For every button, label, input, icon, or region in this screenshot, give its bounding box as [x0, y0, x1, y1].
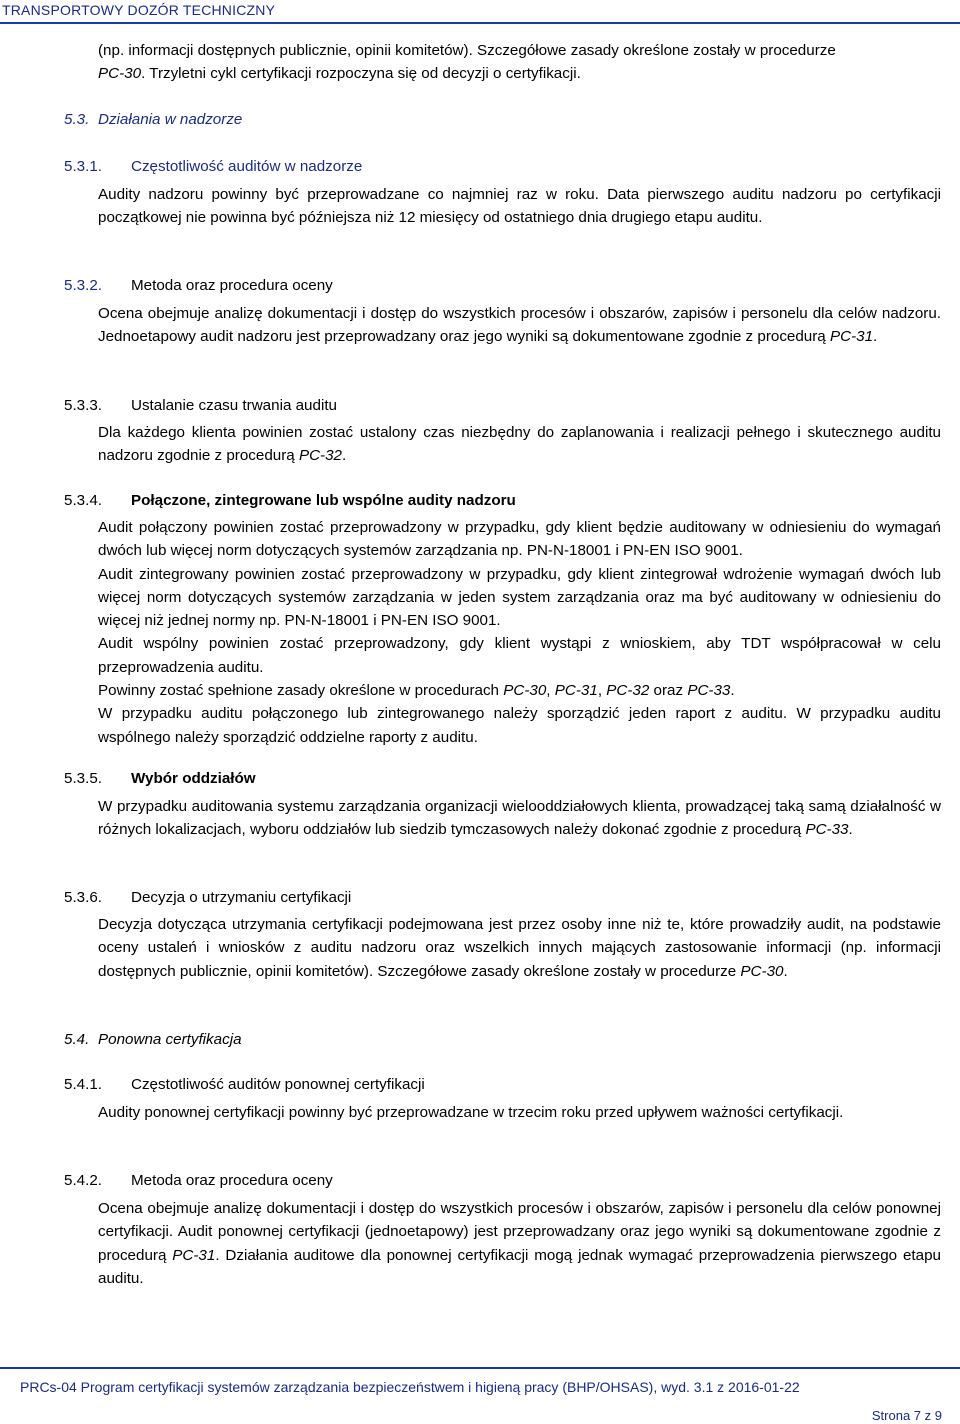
paragraph-text [98, 679, 941, 702]
section-text-5-3-3 [98, 421, 941, 468]
section-title: Częstotliwość auditów w nadzorze [131, 158, 363, 175]
section-text-5-4-2 [98, 1197, 941, 1290]
paragraph-text: oraz [649, 682, 688, 700]
procedure-ref: PC-31 [554, 682, 598, 700]
section-number: 5.3. [64, 111, 90, 128]
paragraph-text: Audit wspólny powinien zostać przeprowadzony, gdy klient wystąpi z wnioskiem, aby TDT współpracował w celu przeprowadzenia auditu. [98, 635, 941, 676]
paragraph-text: Powinny zostać spełnione zasady określone w procedurach [98, 682, 504, 700]
paragraph-text: . [783, 962, 788, 980]
procedure-ref: PC-30 [98, 65, 142, 83]
paragraph-text: Dla każdego klienta powinien zostać ustalony czas niezbędny do zaplanowania i realizacji pełnego i skutecznego auditu nadzoru zgodnie z procedurą [98, 424, 941, 465]
section-number: 5.3.5. [64, 770, 102, 787]
paragraph-text: . [342, 447, 347, 465]
section-title: Połączone, zintegrowane lub wspólne audity nadzoru [131, 492, 516, 509]
paragraph-text: W przypadku auditowania systemu zarządzania organizacji wielooddziałowych klienta, prowadzącej taką samą działalność w różnych lokalizacjach, wyboru oddziałów lub siedzib tymczasowych należy dokonać zgodnie z procedurą [98, 798, 941, 839]
section-number: 5.3.1. [64, 158, 102, 175]
paragraph-text: . [730, 682, 735, 700]
procedure-ref: PC-30 [503, 682, 547, 700]
section-number: 5.3.4. [64, 492, 102, 509]
footer-document-info: PRCs-04 Program certyfikacji systemów zarządzania bezpieczeństwem i higieną pracy (BHP/OHSAS), wyd. 3.1 z 2016-01-22 [20, 1379, 800, 1395]
section-title: Częstotliwość auditów ponownej certyfikacji [131, 1076, 425, 1093]
paragraph-text: Decyzja dotycząca utrzymania certyfikacji podejmowana jest przez osoby inne niż te, które prowadziły audit, na podstawie oceny ustaleń i wniosków z auditu nadzoru oraz wszelkich innych mających zastosowanie informacji (np. informacji dostępnych publicznie, opinii komitetów). Szczegółowe zasady określone zostały w procedurze [98, 916, 941, 980]
section-title: Wybór oddziałów [131, 770, 256, 787]
procedure-ref: PC-33 [687, 682, 731, 700]
section-title: Ustalanie czasu trwania auditu [131, 397, 337, 414]
paragraph-text: , [546, 682, 555, 700]
procedure-ref: PC-30 [740, 962, 784, 980]
section-number: 5.4.2. [64, 1172, 102, 1189]
paragraph-text: , [597, 682, 607, 700]
section-text-5-3-2 [98, 302, 941, 349]
section-title: Ponowna certyfikacja [98, 1031, 242, 1048]
paragraph-text: Audit zintegrowany powinien zostać przeprowadzony w przypadku, gdy klient zintegrował wdrożenie wymagań dwóch lub więcej norm dotyczących systemów zarządzania w jeden system zarządzania oraz ma być auditowany w odniesieniu do więcej niż jednej normy np. PN-N-18001 i PN-EN ISO 9001. [98, 565, 941, 630]
intro-paragraph [98, 39, 941, 86]
section-title: Decyzja o utrzymaniu certyfikacji [131, 889, 352, 906]
procedure-ref: PC-32 [606, 682, 650, 700]
paragraph-text: . Działania auditowe dla ponownej certyfikacji mogą jednak wymagać przeprowadzenia pierwszego etapu auditu. [98, 1246, 941, 1287]
procedure-ref: PC-31 [172, 1246, 216, 1264]
intro-line: (np. informacji dostępnych publicznie, opinii komitetów). Szczegółowe zasady określone zostały w procedurze [98, 42, 836, 59]
paragraph-text: . [873, 328, 878, 346]
section-text-5-3-1: Audity nadzoru powinny być przeprowadzane co najmniej raz w roku. Data pierwszego auditu nadzoru po certyfikacji początkowej nie powinna być późniejsza niż 12 miesięcy od ostatniego dnia drugiego etapu auditu. [98, 186, 941, 227]
page-header [0, 0, 960, 24]
procedure-ref: PC-33 [805, 821, 849, 839]
footer-divider [0, 1367, 960, 1369]
section-title: Działania w nadzorze [98, 111, 243, 128]
procedure-ref: PC-32 [298, 447, 343, 465]
section-number: 5.3.6. [64, 889, 102, 906]
paragraph-text: W przypadku auditu połączonego lub zintegrowanego należy sporządzić jeden raport z auditu. W przypadku auditu wspólnego należy sporządzić oddzielne raporty z auditu. [98, 705, 941, 746]
section-number: 5.3.3. [64, 397, 102, 414]
section-number: 5.3.2. [64, 277, 102, 294]
section-title: Metoda oraz procedura oceny [131, 1172, 333, 1189]
page-number: Strona 7 z 9 [871, 1408, 942, 1423]
section-text-5-3-6 [98, 913, 941, 983]
section-number: 5.4. [64, 1031, 90, 1048]
procedure-ref: PC-31 [829, 328, 874, 346]
section-text-5-3-5 [98, 795, 941, 842]
paragraph-text: Ocena obejmuje analizę dokumentacji i dostęp do wszystkich procesów i obszarów, zapisów i personelu dla celów ponownej certyfikacji. Audit ponownej certyfikacji (jednoetapowy) jest przeprowadzany oraz jego wyniki są dokumentowane zgodnie z procedurą [98, 1200, 941, 1264]
section-text-5-4-1: Audity ponownej certyfikacji powinny być przeprowadzane w trzecim roku przed upływem ważności certyfikacji. [98, 1104, 844, 1121]
paragraph-text: Ocena obejmuje analizę dokumentacji i dostęp do wszystkich procesów i obszarów, zapisów i personelu dla celów nadzoru. Jednoetapowy audit nadzoru jest przeprowadzany oraz jego wyniki są dokumentowane zgodnie z procedurą [98, 305, 941, 346]
section-title: Metoda oraz procedura oceny [131, 277, 333, 294]
paragraph-text: Audit połączony powinien zostać przeprowadzony w przypadku, gdy klient będzie auditowany w odniesieniu do wymagań dwóch lub więcej norm dotyczących systemów zarządzania np. PN-N-18001 i PN-EN ISO 9001. [98, 519, 941, 560]
section-text-5-3-4 [98, 516, 941, 749]
header-title: TRANSPORTOWY DOZÓR TECHNICZNY [2, 2, 276, 18]
intro-line: . Trzyletni cykl certyfikacji rozpoczyna się od decyzji o certyfikacji. [141, 65, 581, 83]
section-number: 5.4.1. [64, 1076, 102, 1093]
paragraph-text: . [848, 821, 853, 839]
